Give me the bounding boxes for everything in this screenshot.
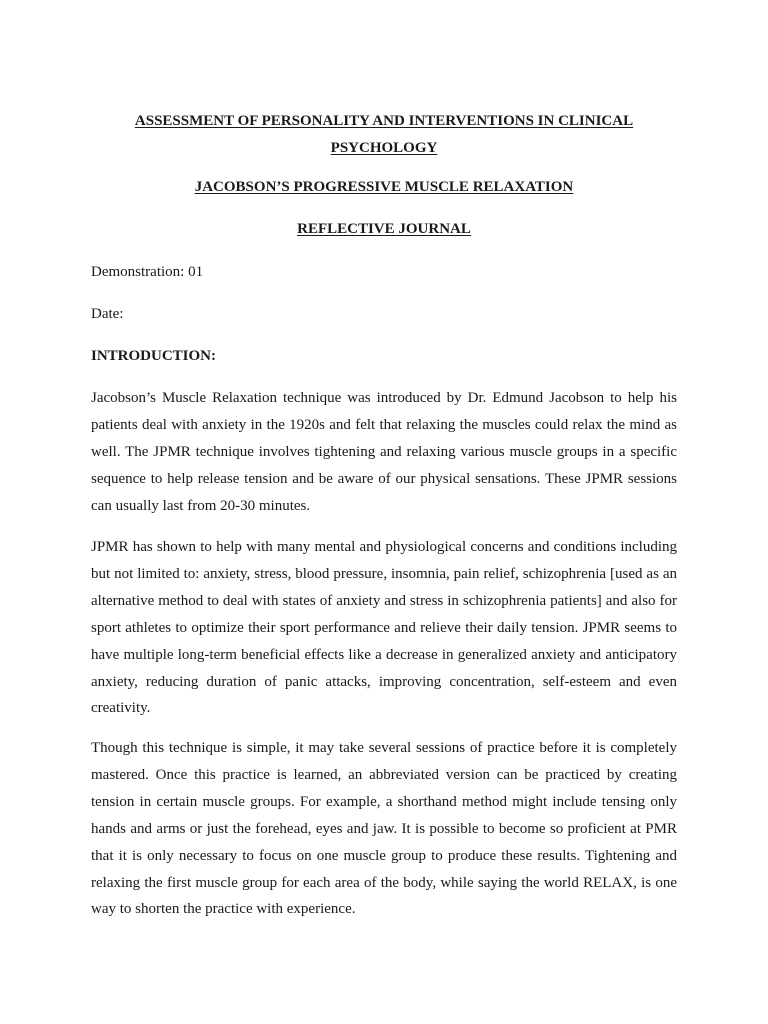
document-subtitle: JACOBSON’S PROGRESSIVE MUSCLE RELAXATION — [194, 179, 574, 195]
demonstration-label: Demonstration: 01 — [91, 264, 204, 280]
introduction-heading: INTRODUCTION: — [91, 348, 217, 364]
body-paragraph: Though this technique is simple, it may take several sessions of practice before it is completely mastered. Once this practice is learned, an abbreviated version can be practiced by creating tension in certain muscle groups. For example, a shorthand method might include tensing only hands and arms or just the forehead, eyes and jaw. It is possible to become so proficient at PMR that it is only necessary to focus on one muscle group to produce these results. Tightening and relaxing the first muscle group for each area of the body, while saying the world RELAX, is one way to shorten the practice with experience. — [91, 740, 677, 918]
journal-title: REFLECTIVE JOURNAL — [297, 221, 471, 237]
date-label: Date: — [91, 306, 124, 322]
body-paragraph: JPMR has shown to help with many mental and physiological concerns and conditions including but not limited to: anxiety, stress, blood pressure, insomnia, pain relief, schizophrenia [used as an alternative method to deal with states of anxiety and stress in schizophrenia patients] and also for sport athletes to optimize their sport performance and relieve their daily tension. JPMR seems to have multiple long-term beneficial effects like a decrease in generalized anxiety and anticipatory anxiety, reducing duration of panic attacks, improving concentration, self-esteem and even creativity. — [91, 539, 677, 717]
body-paragraph: Jacobson’s Muscle Relaxation technique was introduced by Dr. Edmund Jacobson to help his patients deal with anxiety in the 1920s and felt that relaxing the muscles could relax the mind as well. The JPMR technique involves tightening and relaxing various muscle groups in a specific sequence to help release tension and be aware of our physical sensations. These JPMR sessions can usually last from 20-30 minutes. — [91, 390, 677, 514]
document-title: ASSESSMENT OF PERSONALITY AND INTERVENTIONS IN CLINICAL PSYCHOLOGY — [134, 113, 634, 156]
